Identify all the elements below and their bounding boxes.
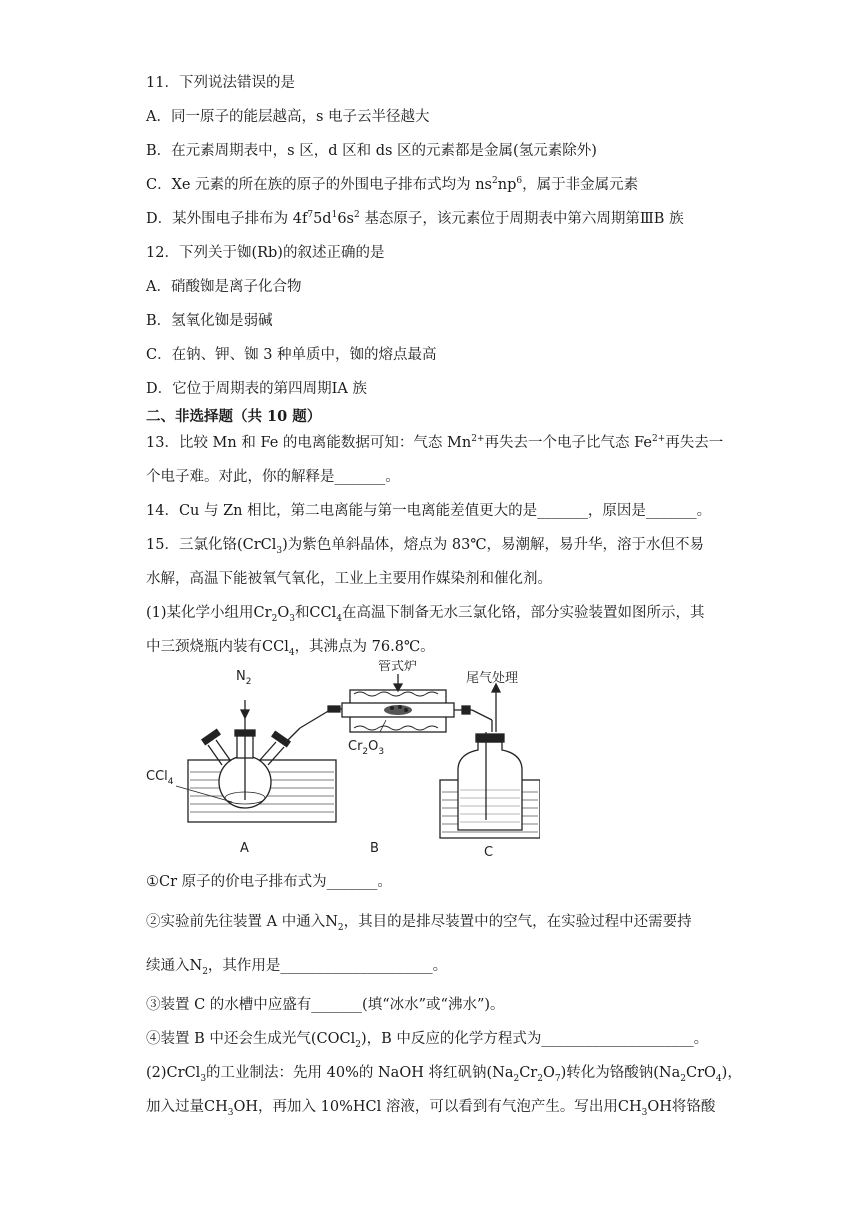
q11-option-a: A．同一原子的能层越高，s 电子云半径越大 (146, 109, 430, 125)
cr2o3-label: $Cr_2O_3$ (348, 739, 385, 757)
device-b-label: B (370, 841, 379, 856)
q15-part1-line2: 中三颈烧瓶内装有CCl$_4$，其沸点为 76.8℃。 (146, 639, 435, 658)
n2-label: $N_2$ (236, 669, 252, 687)
q14: 14．Cu 与 Zn 相比，第二电离能与第一电离能差值更大的是_______，原因是_______。 (146, 503, 712, 519)
q15-line1: 15．三氯化铬(CrCl$_3$)为紫色单斜晶体，熔点为 83℃，易潮解，易升华，溶于水但不易 (146, 537, 705, 556)
q15-sub2-line1: ②实验前先往装置 A 中通入$N_2$，其目的是排尽装置中的空气，在实验过程中还需要持 (146, 914, 692, 933)
q15-part1-line1: (1)某化学小组用$Cr_2O_3$和CCl$_4$在高温下制备无水三氯化铬，部分实验装置如图所示，其 (146, 605, 705, 624)
q11-option-c: C．Xe 元素的所在族的原子的外围电子排布式均为 $ns^2np^6$，属于非金属元素 (146, 176, 639, 193)
q12-option-c: C．在钠、钾、铷 3 种单质中，铷的熔点最高 (146, 347, 437, 363)
q15-sub3: ③装置 C 的水槽中应盛有_______(填“冰水”或“沸水”)。 (146, 997, 505, 1013)
device-a-label: A (240, 841, 249, 856)
q11-stem: 11．下列说法错误的是 (146, 75, 295, 91)
furnace-label: 管式炉 (378, 660, 418, 674)
q15-part2-line1: (2)CrCl$_3$的工业制法：先用 40%的 NaOH 将红矾钠$(Na_2Cr_2O_7)$转化为铬酸钠$(Na_2CrO_4)$， (146, 1065, 742, 1084)
q13-line2: 个电子难。对此，你的解释是_______。 (146, 469, 400, 485)
q13-line1: 13．比较 Mn 和 Fe 的电离能数据可知：气态 $Mn^{2+}$再失去一个电子比气态 $Fe^{2+}$再失去一 (146, 434, 724, 451)
q15-part2-line2: 加入过量$CH_3OH$，再加入 10%HCl 溶液，可以看到有气泡产生。写出用$CH_3OH$将铬酸 (146, 1099, 716, 1118)
q12-option-d: D．它位于周期表的第四周期ⅠA 族 (146, 381, 367, 397)
device-c-label: C (484, 845, 494, 860)
q15-sub1: ①Cr 原子的价电子排布式为_______。 (146, 874, 392, 890)
q11-option-d: D．某外围电子排布为 $4f^75d^16s^2$ 基态原子，该元素位于周期表中第六周期第ⅢB 族 (146, 210, 684, 227)
section-heading: 二、非选择题（共 10 题） (146, 408, 322, 425)
q15-line2: 水解，高温下能被氧气氧化，工业上主要用作媒染剂和催化剂。 (146, 571, 552, 587)
q15-sub2-line2: 续通入$N_2$，其作用是_____________________。 (146, 958, 448, 977)
q12-option-b: B．氢氧化铷是弱碱 (146, 313, 273, 329)
ccl4-label: CCl$_4$ (146, 769, 174, 787)
q15-sub4: ④装置 B 中还会生成光气(COCl$_2$)，B 中反应的化学方程式为_____________________。 (146, 1031, 709, 1050)
device-c-bottle (458, 742, 522, 830)
q11-option-b: B．在元素周期表中，s 区，d 区和 ds 区的元素都是金属(氢元素除外) (146, 143, 597, 159)
tail-gas-label: 尾气处理 (466, 671, 519, 686)
apparatus-figure (140, 660, 540, 860)
q12-stem: 12．下列关于铷(Rb)的叙述正确的是 (146, 245, 385, 261)
q12-option-a: A．硝酸铷是离子化合物 (146, 279, 302, 295)
